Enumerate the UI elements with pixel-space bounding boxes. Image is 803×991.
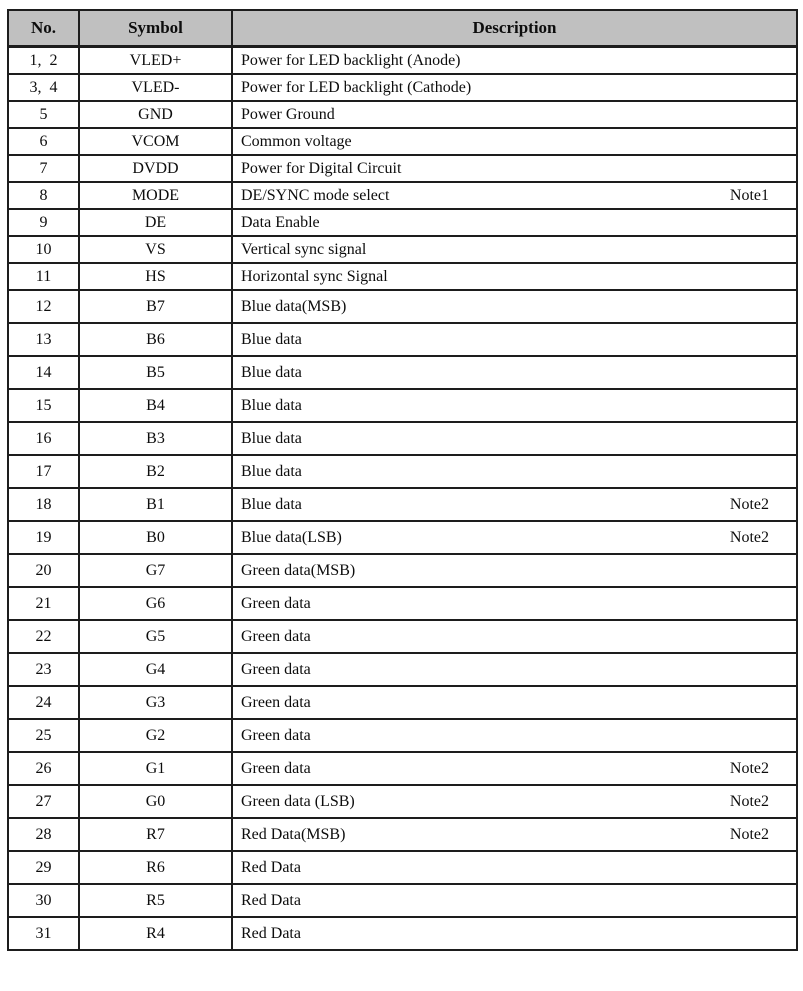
description-text: Blue data — [241, 363, 302, 381]
description-text: Green data — [241, 660, 311, 678]
pin-number-cell: 15 — [8, 389, 79, 422]
pin-description-cell — [232, 101, 797, 128]
description-wrap — [233, 562, 796, 580]
pin-number-cell: 26 — [8, 752, 79, 785]
pin-symbol-cell: B5 — [79, 356, 232, 389]
table-row — [8, 389, 797, 422]
description-text: Power for Digital Circuit — [241, 159, 402, 177]
pin-number-cell: 1, 2 — [8, 47, 79, 75]
table-row — [8, 263, 797, 290]
table-row — [8, 209, 797, 236]
pin-symbol-cell: G3 — [79, 686, 232, 719]
header-no: No. — [8, 10, 79, 47]
description-text: Red Data(MSB) — [241, 825, 346, 843]
pin-description-cell — [232, 851, 797, 884]
description-wrap — [233, 331, 796, 349]
pin-symbol-cell: R4 — [79, 917, 232, 950]
description-text: Vertical sync signal — [241, 240, 367, 258]
description-text: Red Data — [241, 891, 301, 909]
table-row — [8, 455, 797, 488]
description-wrap — [233, 397, 796, 415]
pin-symbol-cell: B7 — [79, 290, 232, 323]
pin-number-cell: 23 — [8, 653, 79, 686]
description-wrap — [233, 793, 796, 811]
description-text: Power for LED backlight (Cathode) — [241, 78, 472, 96]
description-text: Red Data — [241, 924, 301, 942]
pin-number-cell: 6 — [8, 128, 79, 155]
pin-symbol-cell: B2 — [79, 455, 232, 488]
pin-symbol-cell: B6 — [79, 323, 232, 356]
pin-description-cell — [232, 884, 797, 917]
description-wrap — [233, 106, 796, 124]
pin-description-table — [7, 9, 798, 951]
pin-symbol-cell: HS — [79, 263, 232, 290]
pin-description-cell — [232, 620, 797, 653]
pin-symbol-cell: VLED+ — [79, 47, 232, 75]
pin-symbol-cell: VCOM — [79, 128, 232, 155]
table-row — [8, 851, 797, 884]
pin-symbol-cell: G6 — [79, 587, 232, 620]
pin-symbol-cell: VLED- — [79, 74, 232, 101]
table-row — [8, 128, 797, 155]
table-row — [8, 182, 797, 209]
description-wrap — [233, 298, 796, 316]
table-row — [8, 290, 797, 323]
pin-description-cell — [232, 290, 797, 323]
pin-number-cell: 11 — [8, 263, 79, 290]
description-wrap — [233, 241, 796, 259]
pin-description-cell — [232, 422, 797, 455]
pin-number-cell: 7 — [8, 155, 79, 182]
pin-number-cell: 12 — [8, 290, 79, 323]
description-text: Green data(MSB) — [241, 561, 356, 579]
description-text: Green data — [241, 693, 311, 711]
description-wrap — [233, 496, 796, 514]
pin-number-cell: 31 — [8, 917, 79, 950]
pin-number-cell: 14 — [8, 356, 79, 389]
pin-number-cell: 17 — [8, 455, 79, 488]
pin-description-cell — [232, 182, 797, 209]
table-row — [8, 620, 797, 653]
pin-symbol-cell: G1 — [79, 752, 232, 785]
note-label: Note2 — [729, 792, 769, 810]
pin-symbol-cell: GND — [79, 101, 232, 128]
pin-number-cell: 22 — [8, 620, 79, 653]
pin-number-cell: 30 — [8, 884, 79, 917]
table-row — [8, 719, 797, 752]
description-wrap — [233, 214, 796, 232]
pin-number-cell: 9 — [8, 209, 79, 236]
pin-description-cell — [232, 587, 797, 620]
pin-description-cell — [232, 236, 797, 263]
pin-description-cell — [232, 785, 797, 818]
note-label: Note2 — [729, 495, 769, 513]
pin-number-cell: 24 — [8, 686, 79, 719]
description-wrap — [233, 52, 796, 70]
pin-description-cell — [232, 455, 797, 488]
pin-description-cell — [232, 155, 797, 182]
table-row — [8, 554, 797, 587]
description-text: Blue data — [241, 330, 302, 348]
description-wrap — [233, 859, 796, 877]
pin-number-cell: 5 — [8, 101, 79, 128]
description-wrap — [233, 430, 796, 448]
pin-symbol-cell: DE — [79, 209, 232, 236]
pin-description-cell — [232, 686, 797, 719]
description-wrap — [233, 595, 796, 613]
description-text: Common voltage — [241, 132, 352, 150]
description-text: Blue data — [241, 495, 302, 513]
pin-symbol-cell: MODE — [79, 182, 232, 209]
description-text: Blue data — [241, 429, 302, 447]
table-row — [8, 101, 797, 128]
pin-description-cell — [232, 653, 797, 686]
table-row — [8, 884, 797, 917]
table-row — [8, 323, 797, 356]
description-wrap — [233, 826, 796, 844]
pin-number-cell: 13 — [8, 323, 79, 356]
table-row — [8, 587, 797, 620]
pin-description-cell — [232, 554, 797, 587]
table-row — [8, 752, 797, 785]
pin-number-cell: 29 — [8, 851, 79, 884]
description-text: Data Enable — [241, 213, 320, 231]
pin-description-cell — [232, 209, 797, 236]
description-wrap — [233, 160, 796, 178]
description-text: DE/SYNC mode select — [241, 186, 390, 204]
description-text: Blue data — [241, 396, 302, 414]
pin-description-cell — [232, 263, 797, 290]
description-wrap — [233, 79, 796, 97]
description-wrap — [233, 892, 796, 910]
pin-number-cell: 21 — [8, 587, 79, 620]
pin-description-cell — [232, 74, 797, 101]
pin-number-cell: 19 — [8, 521, 79, 554]
pin-description-cell — [232, 521, 797, 554]
pin-description-cell — [232, 356, 797, 389]
pin-symbol-cell: DVDD — [79, 155, 232, 182]
pin-description-cell — [232, 47, 797, 75]
pin-number-cell: 18 — [8, 488, 79, 521]
pin-symbol-cell: B0 — [79, 521, 232, 554]
pin-description-cell — [232, 719, 797, 752]
pin-symbol-cell: G0 — [79, 785, 232, 818]
pin-symbol-cell: R6 — [79, 851, 232, 884]
pin-symbol-cell: G7 — [79, 554, 232, 587]
pin-symbol-cell: G2 — [79, 719, 232, 752]
table-row — [8, 686, 797, 719]
description-wrap — [233, 661, 796, 679]
description-wrap — [233, 925, 796, 943]
description-text: Green data (LSB) — [241, 792, 355, 810]
description-wrap — [233, 187, 796, 205]
pin-description-cell — [232, 389, 797, 422]
table-row — [8, 653, 797, 686]
description-wrap — [233, 133, 796, 151]
table-row — [8, 422, 797, 455]
description-text: Green data — [241, 726, 311, 744]
table-body — [8, 47, 797, 951]
description-text: Blue data(MSB) — [241, 297, 347, 315]
description-text: Green data — [241, 759, 311, 777]
pin-symbol-cell: R5 — [79, 884, 232, 917]
description-wrap — [233, 694, 796, 712]
description-text: Horizontal sync Signal — [241, 267, 388, 285]
pin-symbol-cell: G4 — [79, 653, 232, 686]
pin-number-cell: 25 — [8, 719, 79, 752]
header-symbol: Symbol — [79, 10, 232, 47]
pin-symbol-cell: G5 — [79, 620, 232, 653]
note-label: Note1 — [729, 186, 769, 204]
pin-symbol-cell: B1 — [79, 488, 232, 521]
description-text: Power Ground — [241, 105, 335, 123]
table-row — [8, 47, 797, 75]
table-row — [8, 155, 797, 182]
pin-number-cell: 27 — [8, 785, 79, 818]
table-row — [8, 917, 797, 950]
pin-number-cell: 28 — [8, 818, 79, 851]
pin-number-cell: 3, 4 — [8, 74, 79, 101]
description-text: Blue data(LSB) — [241, 528, 342, 546]
header-row — [8, 10, 797, 47]
description-wrap — [233, 529, 796, 547]
pin-symbol-cell: B4 — [79, 389, 232, 422]
table-row — [8, 818, 797, 851]
pin-symbol-cell: B3 — [79, 422, 232, 455]
table-row — [8, 521, 797, 554]
note-label: Note2 — [729, 528, 769, 546]
pin-number-cell: 20 — [8, 554, 79, 587]
table-row — [8, 488, 797, 521]
note-label: Note2 — [729, 759, 769, 777]
pin-description-cell — [232, 917, 797, 950]
pin-number-cell: 16 — [8, 422, 79, 455]
table-row — [8, 236, 797, 263]
description-text: Power for LED backlight (Anode) — [241, 51, 461, 69]
pin-description-cell — [232, 128, 797, 155]
table-row — [8, 785, 797, 818]
pin-symbol-cell: R7 — [79, 818, 232, 851]
description-text: Red Data — [241, 858, 301, 876]
table-row — [8, 356, 797, 389]
description-text: Green data — [241, 627, 311, 645]
pin-description-cell — [232, 323, 797, 356]
pin-description-cell — [232, 818, 797, 851]
description-text: Blue data — [241, 462, 302, 480]
note-label: Note2 — [729, 825, 769, 843]
pin-number-cell: 10 — [8, 236, 79, 263]
description-wrap — [233, 628, 796, 646]
description-text: Green data — [241, 594, 311, 612]
header-description: Description — [232, 10, 797, 47]
pin-number-cell: 8 — [8, 182, 79, 209]
description-wrap — [233, 760, 796, 778]
description-wrap — [233, 463, 796, 481]
description-wrap — [233, 727, 796, 745]
pin-description-cell — [232, 752, 797, 785]
pin-symbol-cell: VS — [79, 236, 232, 263]
pin-description-cell — [232, 488, 797, 521]
table-row — [8, 74, 797, 101]
description-wrap — [233, 364, 796, 382]
description-wrap — [233, 268, 796, 286]
